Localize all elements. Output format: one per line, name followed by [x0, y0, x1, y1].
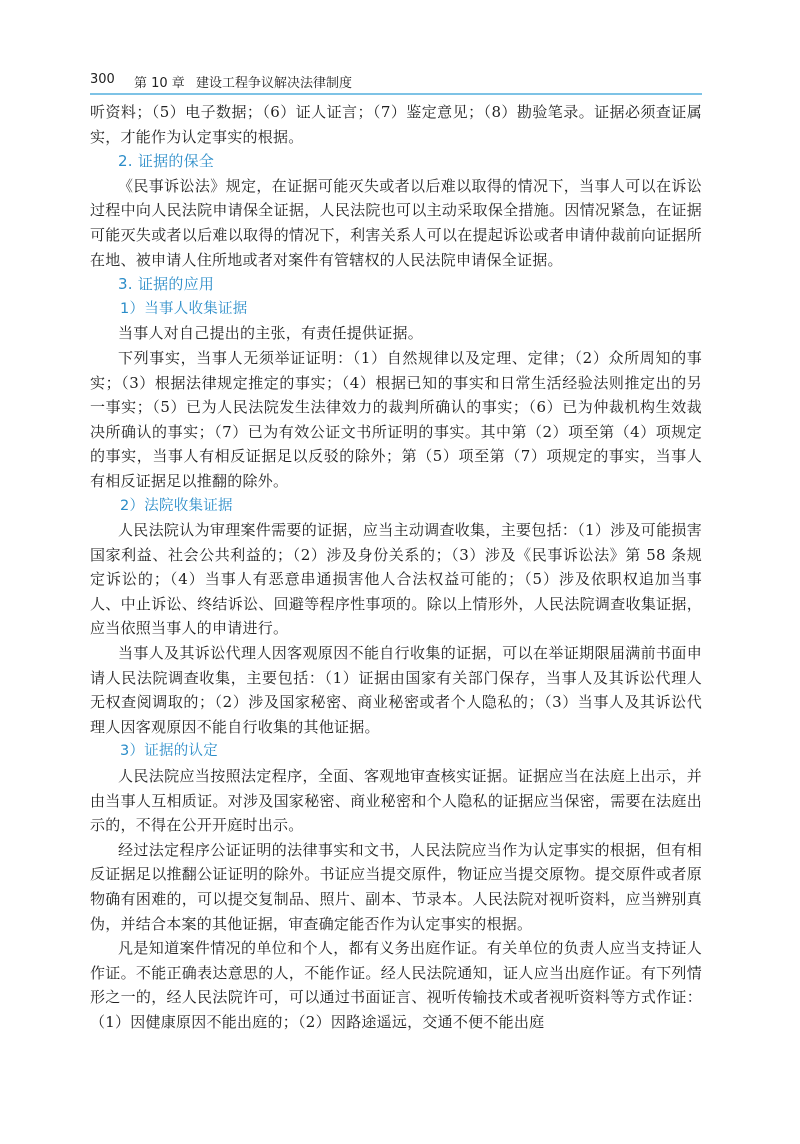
paragraph-recognition-2: 经过法定程序公证证明的法律事实和文书，人民法院应当作为认定事实的根据，但有相反证据足以推翻公证证明的除外。书证应当提交原件，物证应当提交原物。提交原件或者原物确有困难的，可以提交复制品、照片、副本、节录本。人民法院对视听资料，应当辨别真伪，并结合本案的其他证据，审查确定能否作为认定事实的根据。: [90, 840, 702, 933]
paragraph-party-2: 下列事实，当事人无须举证证明：（1）自然规律以及定理、定律；（2）众所周知的事实；（3）根据法律规定推定的事实；（4）根据已知的事实和日常生活经验法则推定出的另一事实；（5）已为人民法院发生法律效力的裁判所确认的事实；（6）已为仲裁机构生效裁决所确认的事实；（7）已为有效公证文书所证明的事实。其中第（2）项至第（4）项规定的事实，当事人有相反证据足以反驳的除外；第（5）项至第（7）项规定的事实，当事人有相反证据足以推翻的除外。: [90, 348, 702, 490]
running-header: [90, 72, 700, 92]
header-rule: [90, 93, 702, 95]
section-heading-preservation: 2. 证据的保全: [118, 152, 215, 171]
subsection-heading-party: 1）当事人收集证据: [120, 300, 248, 317]
paragraph-preservation: 《民事诉讼法》规定，在证据可能灭失或者以后难以取得的情况下，当事人可以在诉讼过程中向人民法院申请保全证据，人民法院也可以主动采取保全措施。因情况紧急，在证据可能灭失或者以后难以取得的情况下，利害关系人可以在提起诉讼或者申请仲裁前向证据所在地、被申请人住所地或者对案件有管辖权的人民法院申请保全证据。: [90, 176, 702, 269]
subsection-heading-recognition: 3）证据的认定: [120, 743, 218, 760]
paragraph-court-1: 人民法院认为审理案件需要的证据，应当主动调查收集，主要包括：（1）涉及可能损害国家利益、社会公共利益的；（2）涉及身份关系的；（3）涉及《民事诉讼法》第 58 条规定诉讼的；（4）当事人有恶意串通损害他人合法权益可能的；（5）涉及依职权追加当事人、中止诉讼、终结诉讼、回避等程序性事项的。除以上情形外，人民法院调查收集证据，应当依照当事人的申请进行。: [90, 521, 702, 638]
paragraph-recognition-1: 人民法院应当按照法定程序，全面、客观地审查核实证据。证据应当在法庭上出示，并由当事人互相质证。对涉及国家秘密、商业秘密和个人隐私的证据应当保密，需要在法庭出示的，不得在公开开庭时出示。: [90, 767, 702, 835]
paragraph-recognition-3: 凡是知道案件情况的单位和个人，都有义务出庭作证。有关单位的负责人应当支持证人作证。不能正确表达意思的人，不能作证。经人民法院通知，证人应当出庭作证。有下列情形之一的，经人民法院许可，可以通过书面证言、视听传输技术或者视听资料等方式作证：（1）因健康原因不能出庭的；（2）因路途遥远，交通不便不能出庭: [90, 939, 702, 1031]
chapter-title: 建设工程争议解决法律制度: [196, 76, 353, 91]
page-body: [90, 100, 702, 1035]
paragraph-party-1: 当事人对自己提出的主张，有责任提供证据。: [118, 324, 424, 343]
section-heading-application: 3. 证据的应用: [118, 275, 215, 294]
chapter-number: 第 10 章: [134, 76, 185, 91]
page-number: 300: [90, 72, 115, 87]
paragraph-continuation: 听资料；（5）电子数据；（6）证人证言；（7）鉴定意见；（8）勘验笔录。证据必须查证属实，才能作为认定事实的根据。: [90, 103, 702, 146]
subsection-heading-court: 2）法院收集证据: [120, 497, 233, 514]
paragraph-court-2: 当事人及其诉讼代理人因客观原因不能自行收集的证据，可以在举证期限届满前书面申请人民法院调查收集，主要包括：（1）证据由国家有关部门保存，当事人及其诉讼代理人无权查阅调取的；（2）涉及国家秘密、商业秘密或者个人隐私的；（3）当事人及其诉讼代理人因客观原因不能自行收集的其他证据。: [90, 644, 702, 736]
